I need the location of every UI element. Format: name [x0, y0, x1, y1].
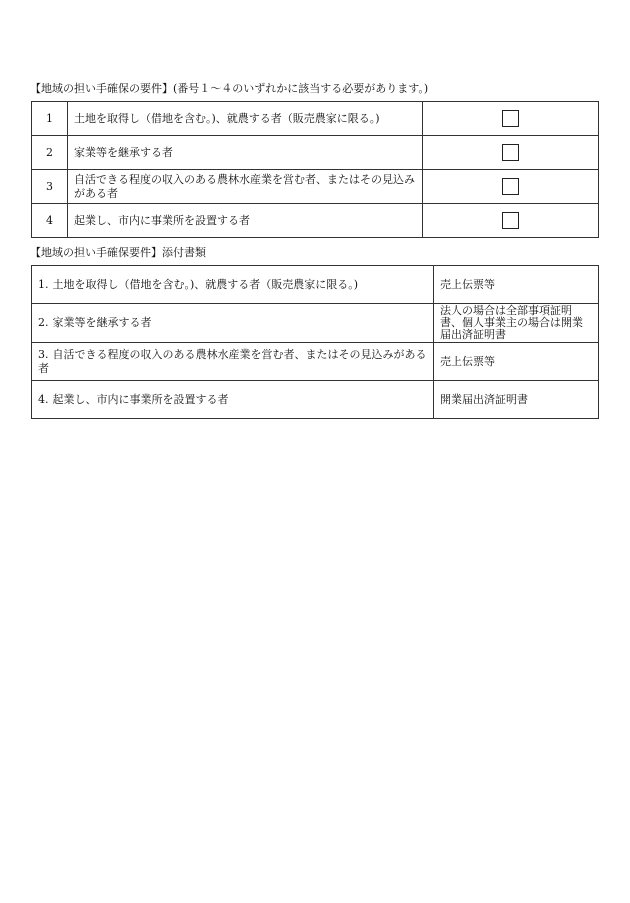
table-row — [32, 170, 599, 204]
requirement-cell — [32, 304, 434, 343]
table-row — [32, 136, 599, 170]
table-row — [32, 204, 599, 238]
requirement-text: 家業等を継承する者 — [52, 316, 152, 329]
requirement-cell — [32, 266, 434, 304]
requirement-text: 土地を取得し（借地を含む。)、就農する者（販売農家に限る。) — [68, 102, 423, 136]
checkbox-cell — [423, 204, 599, 238]
table-row — [32, 381, 599, 419]
checkbox-cell — [423, 102, 599, 136]
requirement-text: 土地を取得し（借地を含む。)、就農する者（販売農家に限る。) — [52, 277, 359, 291]
row-number: 2 — [32, 136, 68, 170]
row-number: 4 — [32, 204, 68, 238]
requirement-cell — [32, 343, 434, 381]
section-heading-requirements: 【地域の担い手確保の要件】(番号１～４のいずれかに該当する必要があります。) — [30, 82, 429, 95]
requirement-text: 起業し、市内に事業所を設置する者 — [52, 392, 229, 406]
requirement-text: 起業し、市内に事業所を設置する者 — [68, 204, 423, 238]
requirement-cell — [32, 381, 434, 419]
requirement-2-checkbox[interactable] — [502, 144, 519, 161]
table-row — [32, 304, 599, 343]
document-cell: 売上伝票等 — [434, 266, 599, 304]
table-row — [32, 266, 599, 304]
document-cell: 開業届出済証明書 — [434, 381, 599, 419]
checkbox-cell — [423, 170, 599, 204]
requirement-3-checkbox[interactable] — [502, 178, 519, 195]
table-row — [32, 102, 599, 136]
attachments-table — [31, 265, 599, 419]
requirement-4-checkbox[interactable] — [502, 212, 519, 229]
item-number: 3. — [38, 347, 49, 361]
document-cell: 売上伝票等 — [434, 343, 599, 381]
row-number: 3 — [32, 170, 68, 204]
requirement-text: 自活できる程度の収入のある農林水産業を営む者、またはその見込みがある者 — [68, 170, 423, 204]
requirement-text: 自活できる程度の収入のある農林水産業を営む者、またはその見込みがある者 — [38, 347, 427, 375]
table-row — [32, 343, 599, 381]
item-number: 4. — [38, 392, 49, 406]
requirements-table — [31, 101, 599, 238]
section-heading-attachments: 【地域の担い手確保要件】添付書類 — [30, 246, 206, 259]
row-number: 1 — [32, 102, 68, 136]
requirement-1-checkbox[interactable] — [502, 110, 519, 127]
checkbox-cell — [423, 136, 599, 170]
item-number: 2. — [38, 316, 49, 329]
item-number: 1. — [38, 277, 49, 291]
document-cell: 法人の場合は全部事項証明書、個人事業主の場合は開業届出済証明書 — [434, 304, 599, 343]
requirement-text: 家業等を継承する者 — [68, 136, 423, 170]
